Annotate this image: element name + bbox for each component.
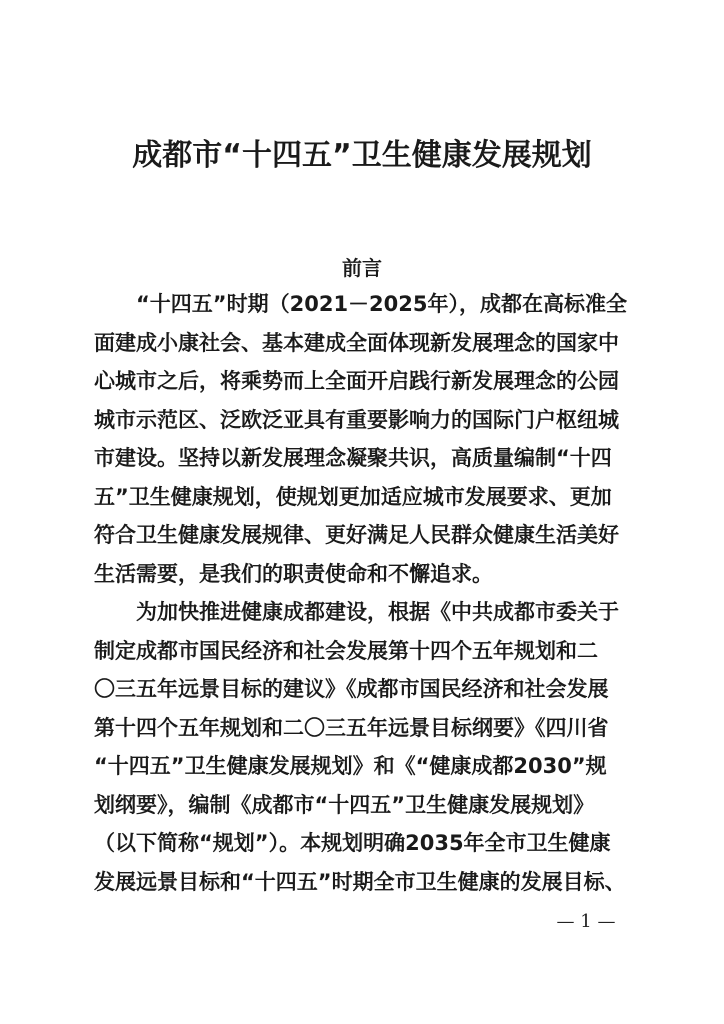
paragraph-line: 划纲要》，编制《成都市“十四五”卫生健康发展规划》 xyxy=(94,792,595,817)
paragraph-1 xyxy=(94,285,634,593)
paragraph-line: 五”卫生健康规划，使规划更加适应城市发展要求、更加 xyxy=(94,484,612,509)
paragraph-line: 为加快推进健康成都建设，根据《中共成都市委关于 xyxy=(136,600,619,624)
paragraph-line: 心城市之后，将乘势而上全面开启践行新发展理念的公园 xyxy=(94,369,619,393)
paragraph-line: 城市示范区、泛欧泛亚具有重要影响力的国际门户枢纽城 xyxy=(94,407,619,432)
paragraph-line: 生活需要，是我们的职责使命和不懈追求。 xyxy=(94,561,493,586)
paragraph-line: 制定成都市国民经济和社会发展第十四个五年规划和二 xyxy=(94,638,598,663)
document-title: 成都市“十四五”卫生健康发展规划 xyxy=(132,138,592,173)
paragraph-line: 符合卫生健康发展规律、更好满足人民群众健康生活美好 xyxy=(94,523,619,547)
paragraph-line: “十四五”时期（2021－2025年），成都在高标准全 xyxy=(136,292,627,316)
paragraph-line: 第十四个五年规划和二〇三五年远景目标纲要》《四川省 xyxy=(94,715,609,740)
paragraph-line: （以下简称“规划”）。本规划明确2035年全市卫生健康 xyxy=(94,831,611,855)
section-heading-preface: 前言 xyxy=(342,256,382,280)
paragraph-2 xyxy=(94,593,634,901)
page-number: — 1 — xyxy=(556,911,616,932)
paragraph-line: 面建成小康社会、基本建成全面体现新发展理念的国家中 xyxy=(94,330,619,355)
paragraph-line: 〇三五年远景目标的建议》《成都市国民经济和社会发展 xyxy=(94,677,609,701)
paragraph-line: “十四五”卫生健康发展规划》和《“健康成都2030”规 xyxy=(94,754,607,778)
paragraph-line: 发展远景目标和“十四五”时期全市卫生健康的发展目标、 xyxy=(94,869,626,894)
paragraph-line: 市建设。坚持以新发展理念凝聚共识，高质量编制“十四 xyxy=(94,446,612,470)
body-text xyxy=(94,285,634,901)
